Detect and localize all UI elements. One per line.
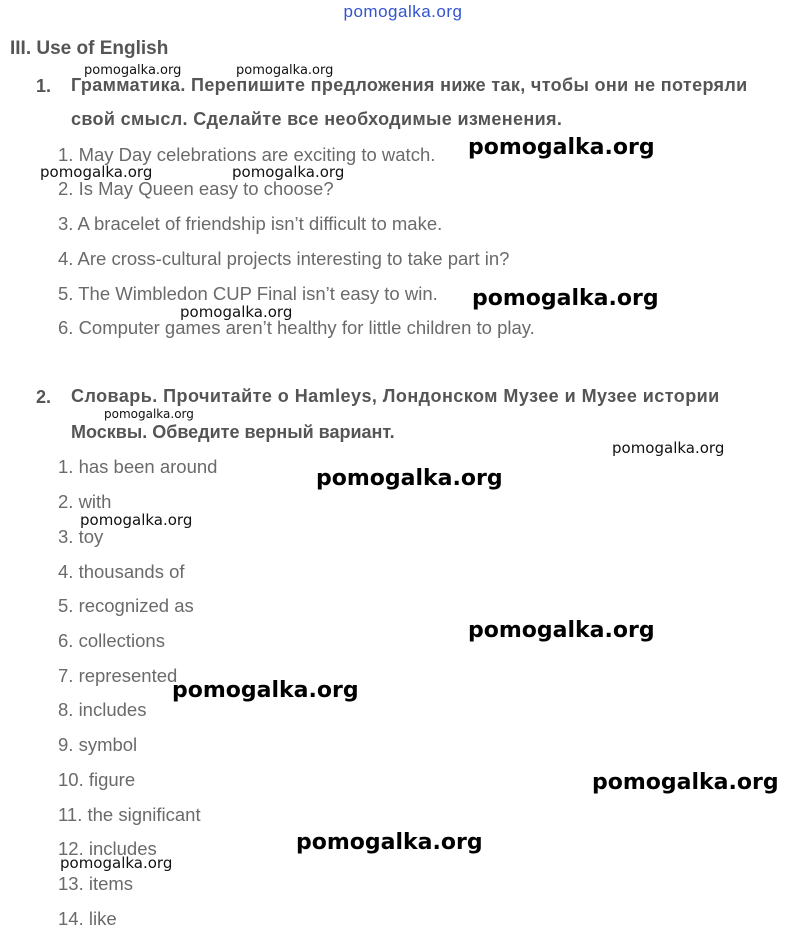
- watermark: pomogalka.org: [60, 854, 173, 872]
- exercise-2-item: 10. figure: [58, 769, 136, 790]
- exercise-2-instruction-line-1: Словарь. Прочитайте о Hamleys, Лондонском Музее и Музее истории: [71, 386, 720, 406]
- watermark: pomogalka.org: [296, 830, 483, 855]
- exercise-2-item: 5. recognized as: [58, 595, 194, 616]
- exercise-2-item: 2. with: [58, 491, 112, 512]
- watermark: pomogalka.org: [180, 303, 293, 321]
- watermark: pomogalka.org: [316, 466, 503, 491]
- exercise-2-item: 9. symbol: [58, 734, 138, 755]
- exercise-2-item: 6. collections: [58, 630, 165, 651]
- exercise-1-number: 1.: [36, 76, 52, 96]
- exercise-2-number: 2.: [36, 387, 52, 407]
- exercise-1-item: 2. Is May Queen easy to choose?: [58, 178, 334, 199]
- exercise-1-item: 4. Are cross-cultural projects interesting to take part in?: [58, 248, 510, 269]
- exercise-2-item: 13. items: [58, 873, 134, 894]
- exercise-1-item: 6. Computer games aren’t healthy for little children to play.: [58, 317, 535, 338]
- watermark: pomogalka.org: [80, 511, 193, 529]
- watermark: pomogalka.org: [40, 163, 153, 181]
- exercise-1-instruction-line-1: Грамматика. Перепишите предложения ниже так, чтобы они не потеряли: [71, 75, 748, 95]
- watermark: pomogalka.org: [104, 407, 194, 421]
- section-title: III. Use of English: [10, 38, 169, 59]
- watermark: pomogalka.org: [172, 678, 359, 703]
- watermark: pomogalka.org: [472, 286, 659, 311]
- exercise-2-instruction-line-2: Москвы. Обведите верный вариант.: [71, 422, 395, 442]
- watermark: pomogalka.org: [232, 163, 345, 181]
- exercise-2-item: 8. includes: [58, 699, 147, 720]
- watermark: pomogalka.org: [84, 63, 182, 78]
- exercise-2-item: 11. the significant: [58, 804, 201, 825]
- watermark: pomogalka.org: [612, 439, 725, 457]
- watermark: pomogalka.org: [236, 63, 334, 78]
- exercise-2-item: 7. represented: [58, 665, 178, 686]
- site-header[interactable]: pomogalka.org: [343, 2, 463, 21]
- exercise-2-item: 1. has been around: [58, 456, 218, 477]
- exercise-1-item: 5. The Wimbledon CUP Final isn’t easy to win.: [58, 283, 438, 304]
- exercise-2-item: 4. thousands of: [58, 561, 185, 582]
- exercise-1-item: 3. A bracelet of friendship isn’t difficult to make.: [58, 213, 443, 234]
- exercise-2-item: 12. includes: [58, 838, 157, 859]
- exercise-1-item: 1. May Day celebrations are exciting to watch.: [58, 144, 436, 165]
- exercise-2-item: 14. like: [58, 908, 117, 929]
- exercise-1-instruction-line-2: свой смысл. Сделайте все необходимые изменения.: [71, 109, 563, 129]
- exercise-2-item: 3. toy: [58, 526, 104, 547]
- watermark: pomogalka.org: [468, 135, 655, 160]
- watermark: pomogalka.org: [468, 618, 655, 643]
- watermark: pomogalka.org: [592, 770, 779, 795]
